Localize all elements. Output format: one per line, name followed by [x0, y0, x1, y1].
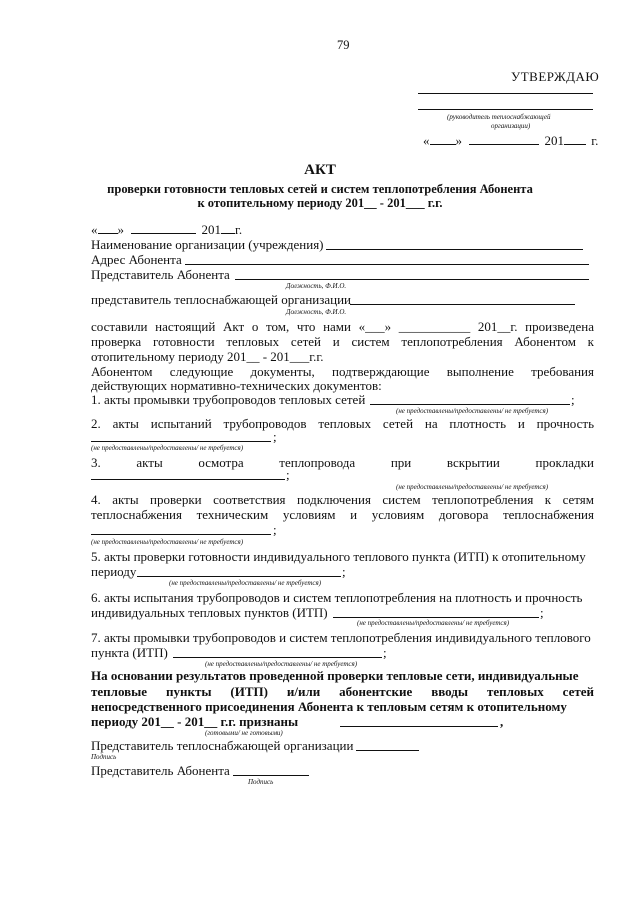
item-6-label: 6. акты испытания трубопроводов и систем теплопотребления на плотность и прочность — [91, 590, 583, 605]
item-4-label-2: теплоснабжения техническим условиям и условиям договора теплоснабжения — [91, 507, 594, 522]
signature-supplier-input[interactable] — [356, 750, 419, 751]
item-5-label: 5. акты проверки готовности индивидуального теплового пункта (ИТП) к отопительному — [91, 549, 586, 564]
approval-date: « » 201 г. — [423, 133, 599, 148]
position-caption-2: Должность, Ф.И.О. — [286, 308, 347, 316]
field-org-label: Наименование организации (учреждения) — [91, 237, 324, 252]
item-6-caption: (не предоставлены/предоставлены/ не требуется) — [357, 619, 510, 627]
conclusion-line-3: непосредственного присоединения Абонента к тепловым сетям к отопительному — [91, 699, 567, 714]
conclusion-line-1: На основании результатов проведенной проверки тепловые сети, индивидуальные — [91, 668, 579, 683]
item-1-label: 1. акты промывки трубопроводов тепловых сетей — [91, 392, 366, 407]
item-4-caption: (не предоставлены/предоставлены/ не требуется) — [91, 538, 244, 546]
item-2-label: 2. акты испытаний трубопроводов тепловых сетей на плотность и прочность — [91, 416, 594, 431]
signature-subscriber-label: Представитель Абонента — [91, 763, 230, 778]
item-7-caption: (не предоставлены/предоставлены/ не требуется) — [205, 660, 358, 668]
conclusion-line-4: периоду 201__ - 201__ г.г. признаны — [91, 714, 299, 729]
conclusion-caption: (готовыми/ не готовыми) — [205, 729, 283, 737]
item-5-label-2: периоду — [91, 564, 137, 579]
item-5-input[interactable] — [137, 576, 341, 577]
act-title: АКТ — [304, 162, 336, 178]
item-3-label: 3. акты осмотра теплопровода при вскрытии прокладки — [91, 455, 594, 470]
act-subtitle-1: проверки готовности тепловых сетей и систем теплопотребления Абонента — [107, 182, 533, 196]
item-3-input[interactable] — [91, 479, 285, 480]
field-rep-supplier-label: представитель теплоснабжающей организации — [91, 292, 352, 307]
item-3-caption: (не предоставлены/предоставлены/ не требуется) — [396, 483, 549, 491]
approval-line-2 — [418, 109, 593, 110]
item-7-semicolon: ; — [383, 645, 387, 660]
position-caption-1: Должность, Ф.И.О. — [286, 282, 347, 290]
page-number: 79 — [337, 38, 350, 52]
approval-line-1 — [418, 93, 593, 94]
item-6-semicolon: ; — [540, 605, 544, 620]
approval-signer-caption: (руководитель теплоснабжающей — [447, 113, 551, 121]
body-line-4: Абонентом следующие документы, подтверждающие выполнение требования — [91, 364, 594, 379]
act-subtitle-2: к отопительному периоду 201__ - 201___ г.г. — [197, 196, 443, 210]
item-7-label: 7. акты промывки трубопроводов и систем теплопотребления индивидуального теплового — [91, 630, 591, 645]
field-org-input[interactable] — [326, 249, 583, 250]
item-4-semicolon: ; — [273, 522, 277, 537]
item-6-label-2: индивидуальных тепловых пунктов (ИТП) — [91, 605, 328, 620]
conclusion-comma: , — [500, 714, 504, 729]
conclusion-line-2: тепловые пункты (ИТП) и/или абонентские вводы тепловых сетей — [91, 684, 594, 699]
item-2-semicolon: ; — [273, 429, 277, 444]
item-3-semicolon: ; — [286, 467, 290, 482]
body-line-3: отопительному периоду 201__ - 201___г.г. — [91, 349, 324, 364]
conclusion-input[interactable] — [340, 726, 498, 727]
item-4-input[interactable] — [91, 534, 271, 535]
item-5-caption: (не предоставлены/предоставлены/ не требуется) — [169, 579, 322, 587]
item-6-input[interactable] — [333, 617, 539, 618]
item-5-semicolon: ; — [342, 564, 346, 579]
item-7-input[interactable] — [173, 657, 382, 658]
body-line-2: проверка готовности тепловых сетей и систем теплопотребления Абонентом к — [91, 334, 594, 349]
approval-title: УТВЕРЖДАЮ — [511, 69, 600, 84]
body-line-5: действующих нормативно-технических документов: — [91, 378, 382, 393]
item-2-input[interactable] — [91, 441, 271, 442]
item-1-semicolon: ; — [571, 392, 575, 407]
field-rep-supplier-input[interactable] — [350, 304, 575, 305]
act-date: « » 201 г. — [91, 222, 243, 237]
field-address-label: Адрес Абонента — [91, 252, 182, 267]
item-4-label: 4. акты проверки соответствия подключения систем теплопотребления к сетям — [91, 492, 594, 507]
signature-supplier-caption: Подпись — [91, 753, 117, 761]
item-2-caption: (не предоставлены/предоставлены/ не требуется) — [91, 444, 244, 452]
signature-supplier-label: Представитель теплоснабжающей организации — [91, 738, 354, 753]
field-rep-subscriber-input[interactable] — [235, 279, 589, 280]
item-1-caption: (не предоставлены/предоставлены/ не требуется) — [396, 407, 549, 415]
field-rep-subscriber-label: Представитель Абонента — [91, 267, 230, 282]
approval-signer-caption-2: организации) — [491, 122, 531, 130]
item-7-label-2: пункта (ИТП) — [91, 645, 168, 660]
field-address-input[interactable] — [185, 264, 589, 265]
signature-subscriber-caption: Подпись — [248, 778, 274, 786]
body-line-1: составили настоящий Акт о том, что нами «___» ___________ 201__г. произведена — [91, 319, 594, 334]
item-1-input[interactable] — [370, 404, 570, 405]
signature-subscriber-input[interactable] — [233, 775, 309, 776]
